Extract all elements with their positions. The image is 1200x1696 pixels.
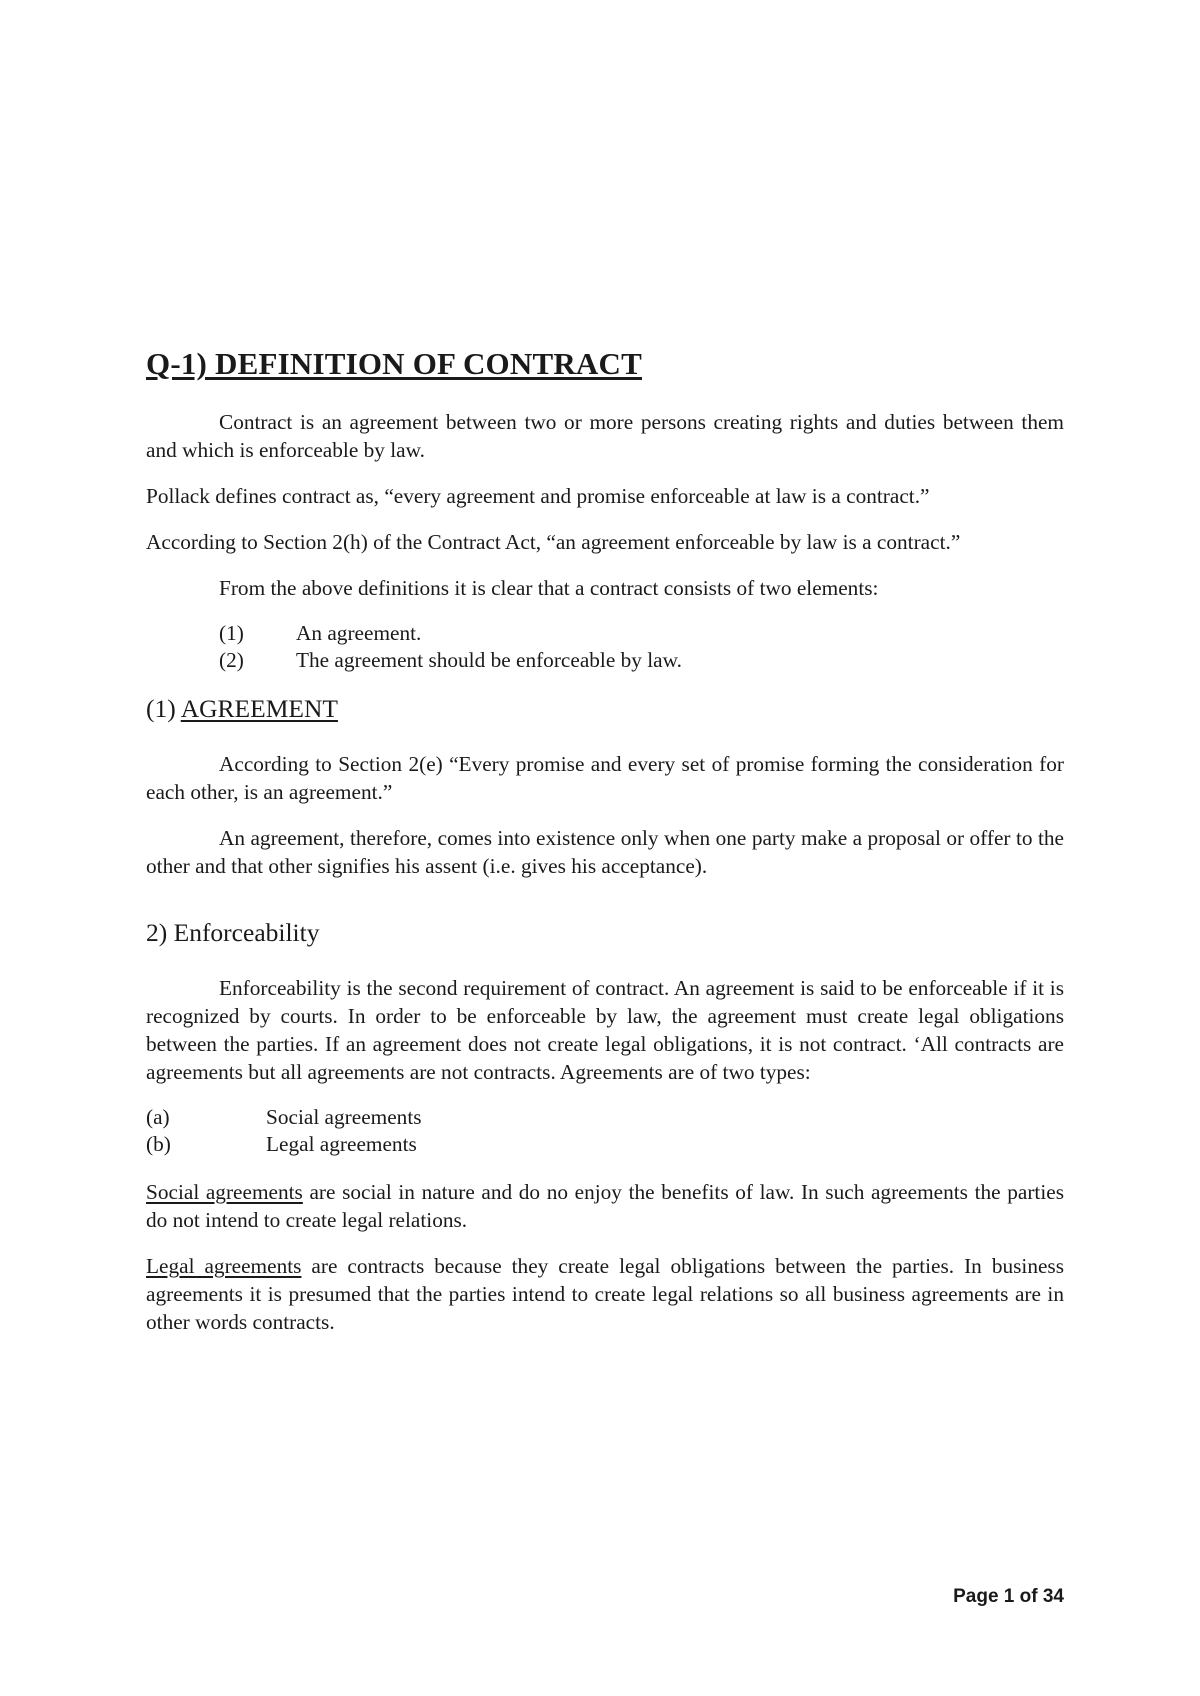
- list-item: [146, 1131, 1064, 1158]
- list-marker: (2): [219, 648, 244, 672]
- section-2h-definition: According to Section 2(h) of the Contract Act, “an agreement enforceable by law is a contract.”: [146, 530, 961, 554]
- list-item-text: Social agreements: [266, 1105, 422, 1129]
- elements-list: [146, 620, 1064, 674]
- page-title: Q-1) DEFINITION OF CONTRACT: [146, 346, 642, 381]
- pollack-definition: Pollack defines contract as, “every agreement and promise enforceable at law is a contract.”: [146, 484, 930, 508]
- page-number: Page 1 of 34: [953, 1586, 1064, 1607]
- list-item: [146, 647, 1064, 674]
- list-marker: (a): [146, 1105, 170, 1129]
- social-agreements-term: Social agreements: [146, 1180, 303, 1204]
- legal-agreements-term: Legal agreements: [146, 1254, 302, 1278]
- legal-agreements-text: are contracts because they create legal obligations between the parties. In business agreements it is presumed that the parties intend to create legal relations so all business agreements are in other words contracts.: [146, 1254, 1064, 1334]
- legal-agreements-paragraph: [146, 1252, 1064, 1336]
- social-agreements-paragraph: [146, 1178, 1064, 1234]
- list-item: [146, 620, 1064, 647]
- list-marker: (b): [146, 1132, 171, 1156]
- section-2e-definition: According to Section 2(e) “Every promise and every set of promise forming the consideration for each other, is an agreement.”: [146, 752, 1064, 804]
- list-item-text: The agreement should be enforceable by law.: [296, 648, 682, 672]
- list-item: [146, 1104, 1064, 1131]
- elements-intro: From the above definitions it is clear that a contract consists of two elements:: [219, 576, 879, 600]
- page-content: [146, 346, 1064, 1354]
- agreement-heading-number: (1): [146, 694, 181, 723]
- definition-paragraph: Contract is an agreement between two or more persons creating rights and duties between them and which is enforceable by law.: [146, 410, 1064, 462]
- social-agreements-text: are social in nature and do no enjoy the benefits of law. In such agreements the parties do not intend to create legal relations.: [146, 1180, 1064, 1232]
- agreement-heading-text: AGREEMENT: [180, 694, 338, 723]
- agreement-types-list: [146, 1104, 1064, 1158]
- list-item-text: An agreement.: [296, 621, 422, 645]
- list-item-text: Legal agreements: [266, 1132, 417, 1156]
- enforceability-heading: 2) Enforceability: [146, 918, 320, 947]
- agreement-explanation: An agreement, therefore, comes into existence only when one party make a proposal or offer to the other and that other signifies his assent (i.e. gives his acceptance).: [146, 826, 1064, 878]
- agreement-heading: [146, 694, 1064, 724]
- list-marker: (1): [219, 621, 244, 645]
- enforceability-paragraph: Enforceability is the second requirement of contract. An agreement is said to be enforceable if it is recognized by courts. In order to be enforceable by law, the agreement must create legal obligations between the parties. If an agreement does not create legal obligations, it is not contract. ‘All contracts are agreements but all agreements are not contracts. Agreements are of two types:: [146, 976, 1064, 1084]
